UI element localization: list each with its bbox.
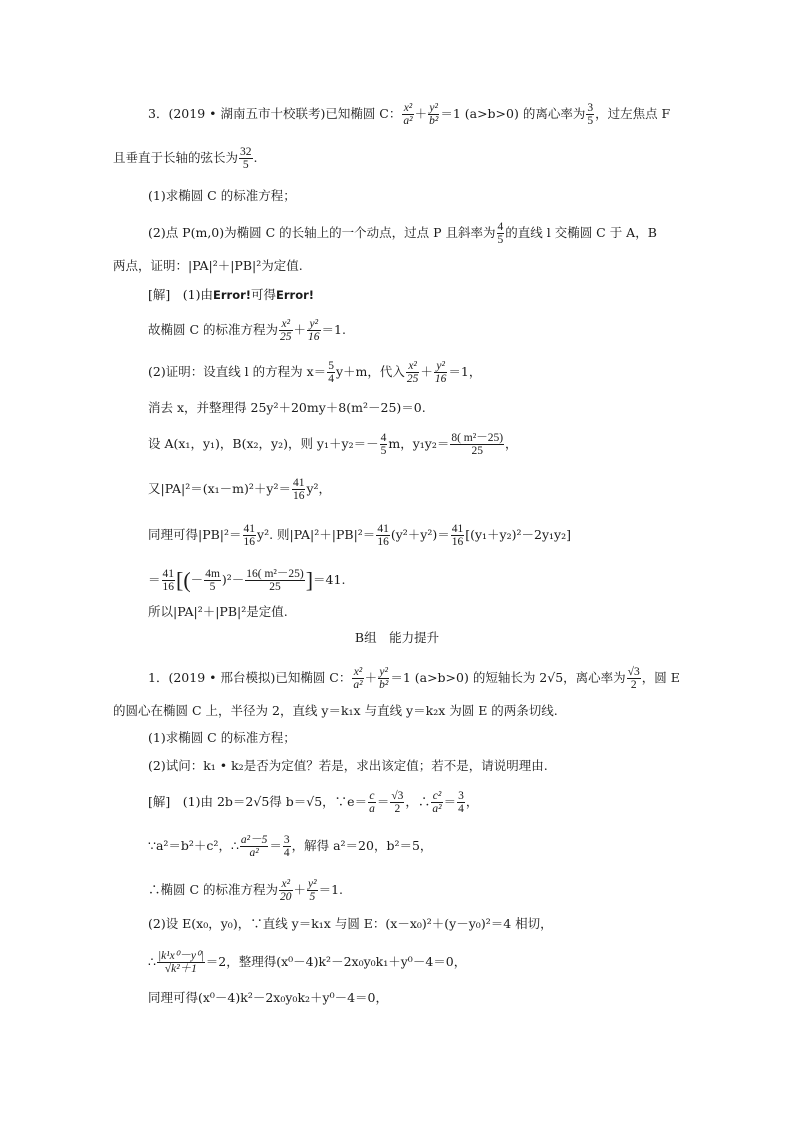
problem1-sol-line1: [解] (1)由 2b＝2√5得 b＝√5，∵e＝ $\frac{c}{a}$ ＝ $\frac{√3}{2}$ ，∴ $\frac{\text{c²}}{\text{a²}}$ ＝ $\frac{3}{4}$ ，: [148, 790, 479, 815]
problem3-line1: 3．(2019 • 湖南五市十校联考)已知椭圆 C： $\frac{\text{x²}}{\text{a²}}$ ＋ $\frac{\text{y²}}{\text{b²}}$ ＝1 (a>b>0) 的离心率为 $\frac{3}{5}$ ，过左焦点 F: [148, 102, 671, 127]
problem3-sol-line1: [解] (1)由Error!可得Error!: [148, 287, 315, 302]
fraction-32-5: $\frac{32}{5}$: [240, 146, 252, 171]
problem1-sol-line6: 同理可得(x⁰－4)k²－2x₀y₀k₂＋y⁰－4＝0，: [148, 990, 389, 1005]
problem3-sol-line2: 故椭圆 C 的标准方程为 $\frac{\text{x²}}{25}$ ＋ $\frac{\text{y²}}{16}$ ＝1.: [148, 318, 346, 343]
problem1-sol-line4: (2)设 E(x₀，y₀)，∵直线 y＝k₁x 与圆 E：(x－x₀)²＋(y－y₀)²＝4 相切，: [148, 916, 553, 931]
problem1-line1: 1．(2019 • 邢台模拟)已知椭圆 C： $\frac{\text{x²}}{\text{a²}}$ ＋ $\frac{\text{y²}}{\text{b²}}$ ＝1 (a>b>0) 的短轴长为 2√5，离心率为 $\frac{√3}{2}$ ，圆 E: [148, 666, 680, 691]
problem3-sol-line6: 又|PA|²＝(x₁－m)²＋y²＝ $\frac{41}{16}$ y²，: [148, 477, 332, 502]
problem3-sol-line5: 设 A(x₁，y₁)，B(x₂，y₂)，则 y₁＋y₂＝－ $\frac{4}{5}$ m，y₁y₂＝ $\frac{\text{8( m²－25)}}{25}$ ，: [148, 432, 518, 457]
problem1-sol-line3: ∴椭圆 C 的标准方程为 $\frac{\text{x²}}{20}$ ＋ $\frac{\text{y²}}{5}$ ＝1.: [148, 878, 344, 903]
problem3-sol-line4: 消去 x，并整理得 25y²＋20my＋8(m²－25)＝0.: [148, 400, 426, 415]
problem3-line2: 且垂直于长轴的弦长为 $\frac{32}{5}$ .: [113, 146, 258, 171]
problem3-sol-line8: ＝ $\frac{41}{16}$ [(－ $\frac{4m}{5}$ )²－ $\frac{\text{16( m²－25)}}{25}$ ]＝41.: [148, 567, 346, 593]
problem3-q1: (1)求椭圆 C 的标准方程；: [148, 188, 296, 203]
problem1-sol-line2: ∵a²＝b²＋c²，∴ $\frac{\text{a²－5}}{\text{a²}}$ ＝ $\frac{3}{4}$ ，解得 a²＝20，b²＝5，: [148, 834, 433, 859]
fraction-3-5: $\frac{3}{5}$: [587, 102, 594, 127]
fraction-4-5: $\frac{4}{5}$: [497, 221, 504, 246]
problem3-sol-line7: 同理可得|PB|²＝ $\frac{41}{16}$ y². 则|PA|²＋|PB|²＝ $\frac{41}{16}$ (y²＋y²)＝ $\frac{41}{16}$ [(y₁＋y₂)²－2y₁y₂]: [148, 523, 571, 548]
fraction-x2-a2: $\frac{\text{x²}}{\text{a²}}$: [403, 102, 413, 127]
problem1-line2: 的圆心在椭圆 C 上，半径为 2，直线 y＝k₁x 与直线 y＝k₂x 为圆 E 的两条切线.: [113, 703, 558, 718]
section-b-heading: B组 能力提升: [354, 630, 440, 645]
problem3-q2-line2: 两点，证明：|PA|²＋|PB|²为定值.: [113, 258, 303, 273]
fraction-y2-b2: $\frac{\text{y²}}{\text{b²}}$: [429, 102, 439, 127]
problem3-sol-line9: 所以|PA|²＋|PB|²是定值.: [148, 604, 288, 619]
problem3-q2-line1: (2)点 P(m,0)为椭圆 C 的长轴上的一个动点，过点 P 且斜率为 $\frac{4}{5}$ 的直线 l 交椭圆 C 于 A，B: [148, 221, 657, 246]
problem1-q2: (2)试问：k₁ • k₂是否为定值？若是，求出该定值；若不是，请说明理由.: [148, 758, 548, 773]
problem1-sol-line5: ∴ $\frac{\text{|k¹x⁰－y⁰|}}{\text{√k²＋1}}$ ＝2，整理得(x⁰－4)k²－2x₀y₀k₁＋y⁰－4＝0，: [148, 950, 467, 975]
problem3-sol-line3: (2)证明：设直线 l 的方程为 x＝ $\frac{5}{4}$ y＋m，代入 $\frac{\text{x²}}{25}$ ＋ $\frac{\text{y²}}{16}$ ＝1，: [148, 360, 482, 385]
problem1-q1: (1)求椭圆 C 的标准方程；: [148, 730, 296, 745]
